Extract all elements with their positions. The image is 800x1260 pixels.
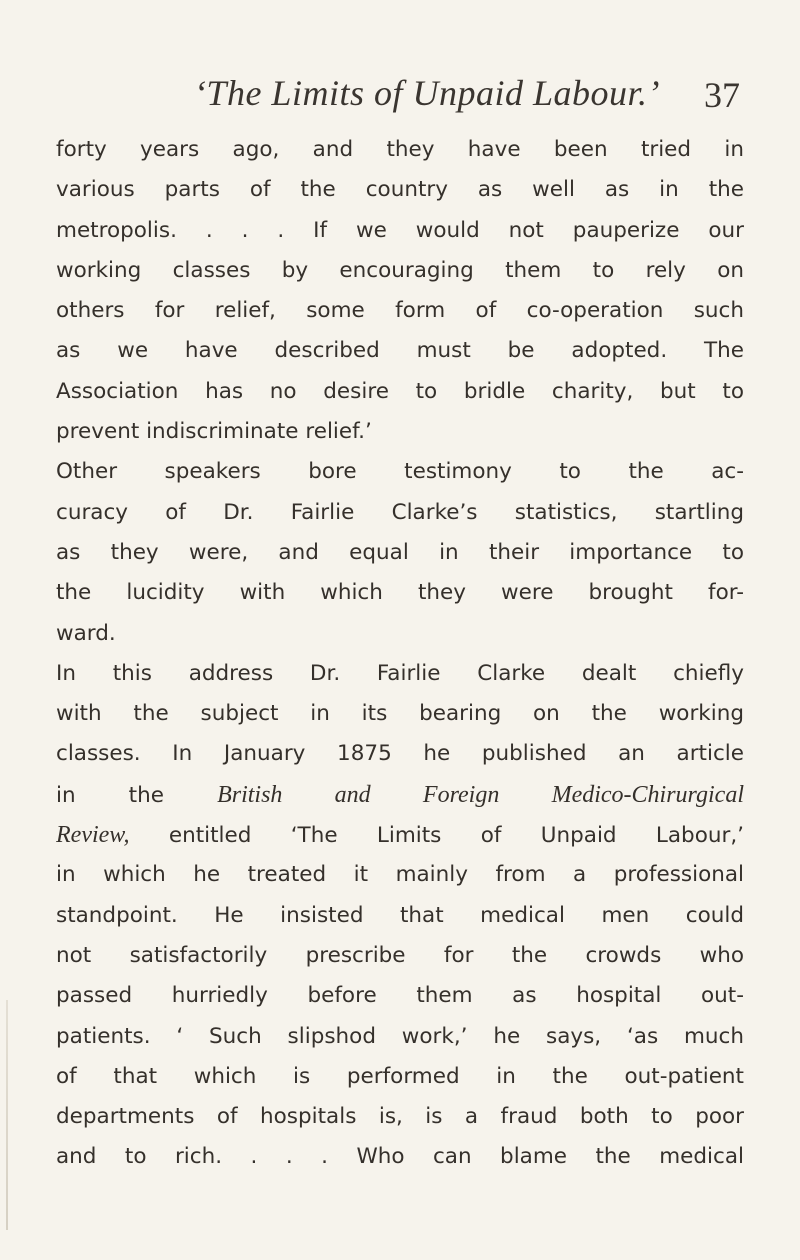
- text-line: in which he treated it mainly from a professional: [56, 862, 744, 888]
- text-line-with-title: [56, 775, 744, 815]
- text-line: Association has no desire to bridle charity, but to: [56, 378, 744, 404]
- text-line: Other speakers bore testimony to the ac-: [56, 459, 744, 485]
- text-line: with the subject in its bearing on the working: [56, 701, 744, 727]
- text-line: metropolis. . . . If we would not pauperize our: [56, 217, 744, 243]
- text-line: of that which is performed in the out-patient: [56, 1063, 744, 1089]
- page-edge-shadow: [6, 1000, 8, 1230]
- running-head: [0, 72, 800, 122]
- text-line: as we have described must be adopted. The: [56, 338, 744, 364]
- text-line: In this address Dr. Fairlie Clarke dealt chiefly: [56, 660, 744, 686]
- text-line: working classes by encouraging them to rely on: [56, 257, 744, 283]
- text-line: not satisfactorily prescribe for the crowds who: [56, 942, 744, 968]
- text-line: the lucidity with which they were brought for-: [56, 580, 744, 606]
- text-line: others for relief, some form of co-operation such: [56, 298, 744, 324]
- text-line: as they were, and equal in their importance to: [56, 539, 744, 565]
- text-line: prevent indiscriminate relief.’: [56, 419, 372, 445]
- text-line: ward.: [56, 620, 116, 646]
- text-line: standpoint. He insisted that medical men could: [56, 902, 744, 928]
- text-line: classes. In January 1875 he published an article: [56, 741, 744, 767]
- text-line: departments of hospitals is, is a fraud both to poor: [56, 1104, 744, 1130]
- body-text: [56, 130, 744, 1178]
- journal-title: British and Foreign Medico-Chirurgical: [217, 781, 744, 808]
- text-fragment: entitled ‘The Limits of Unpaid Labour,’: [168, 823, 744, 849]
- text-fragment: in the: [56, 782, 164, 808]
- journal-title-end: Review,: [56, 822, 130, 849]
- text-line: and to rich. . . . Who can blame the medical: [56, 1144, 744, 1170]
- running-title: ‘The Limits of Unpaid Labour.’: [193, 73, 660, 113]
- text-line: curacy of Dr. Fairlie Clarke’s statistics, startling: [56, 499, 744, 525]
- text-line: passed hurriedly before them as hospital out-: [56, 983, 744, 1009]
- text-line: patients. ‘ Such slipshod work,’ he says, ‘as much: [56, 1023, 744, 1049]
- page-number: 37: [704, 75, 740, 115]
- text-line: various parts of the country as well as in the: [56, 177, 744, 203]
- text-line: forty years ago, and they have been tried in: [56, 137, 744, 162]
- text-line-with-title: [56, 815, 744, 855]
